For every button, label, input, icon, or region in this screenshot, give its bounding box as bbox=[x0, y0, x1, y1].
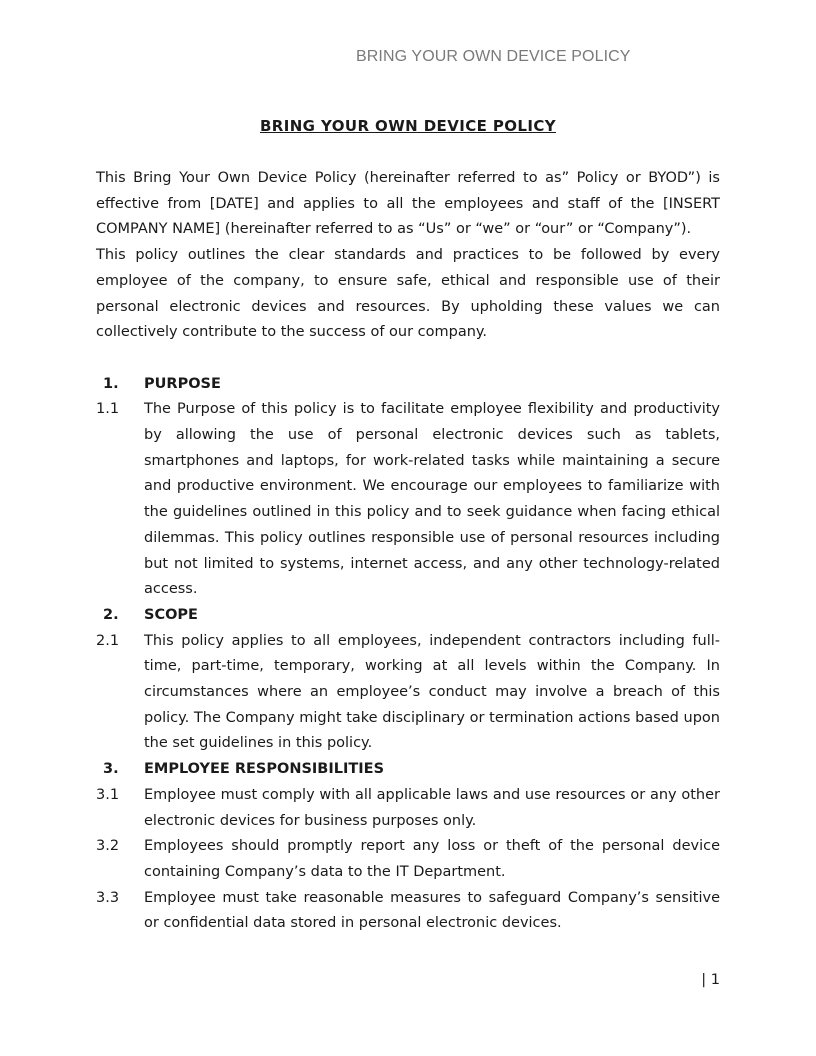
document-title: BRING YOUR OWN DEVICE POLICY bbox=[259, 117, 557, 135]
section-number: 3. bbox=[103, 761, 119, 778]
page-number: | 1 bbox=[701, 972, 720, 988]
clause-number: 3.3 bbox=[96, 889, 120, 906]
clause bbox=[96, 397, 720, 603]
clause-text: Employee must comply with all applicable laws and use resources or any other electronic devices for business purposes only. bbox=[144, 786, 720, 829]
clause-number: 3.2 bbox=[96, 838, 120, 855]
clause-text: The Purpose of this policy is to facilitate employee flexibility and productivity by allowing the use of personal electronic devices such as tablets, smartphones and laptops, for work-related tasks while maintaining a secure and productive environment. We encourage our employees to familiarize with the guidelines outlined in this policy and to seek guidance when facing ethical dilemmas. This policy outlines responsible use of personal resources including but not limited to systems, internet access, and any other technology-related access. bbox=[144, 401, 720, 598]
clause-number: 2.1 bbox=[96, 632, 120, 649]
section-number: 1. bbox=[103, 375, 119, 392]
clause-text: Employee must take reasonable measures to safeguard Company’s sensitive or confidential data stored in personal electronic devices. bbox=[144, 889, 720, 932]
section-heading bbox=[96, 372, 720, 398]
section-title: SCOPE bbox=[144, 606, 198, 623]
clause-text: Employees should promptly report any loss or theft of the personal device containing Company’s data to the IT Department. bbox=[144, 838, 720, 880]
section-heading bbox=[96, 603, 720, 629]
spacer bbox=[96, 346, 720, 372]
clause-number: 1.1 bbox=[96, 401, 120, 418]
clause bbox=[96, 886, 720, 937]
section-number: 2. bbox=[103, 606, 119, 623]
section-heading bbox=[96, 757, 720, 783]
page-header: BRING YOUR OWN DEVICE POLICY bbox=[356, 48, 631, 65]
section-title: PURPOSE bbox=[144, 375, 221, 392]
clause bbox=[96, 834, 720, 885]
document-body bbox=[96, 166, 720, 937]
intro-paragraph-1: This Bring Your Own Device Policy (hereinafter referred to as” Policy or BYOD”) is effective from [DATE] and applies to all the employees and staff of the [INSERT COMPANY NAME] (hereinafter referred to as “Us” or “we” or “our” or “Company”). bbox=[96, 170, 720, 238]
clause-text: This policy applies to all employees, independent contractors including full-time, part-time, temporary, working at all levels within the Company. In circumstances where an employee’s conduct may involve a breach of this policy. The Company might take disciplinary or termination actions based upon the set guidelines in this policy. bbox=[144, 632, 720, 752]
intro-paragraph-2: This policy outlines the clear standards and practices to be followed by every employee of the company, to ensure safe, ethical and responsible use of their personal electronic devices and resources. By upholding these values we can collectively contribute to the success of our company. bbox=[96, 247, 720, 341]
clause-number: 3.1 bbox=[96, 786, 120, 803]
clause bbox=[96, 783, 720, 834]
clause bbox=[96, 629, 720, 758]
section-title: EMPLOYEE RESPONSIBILITIES bbox=[144, 761, 385, 778]
